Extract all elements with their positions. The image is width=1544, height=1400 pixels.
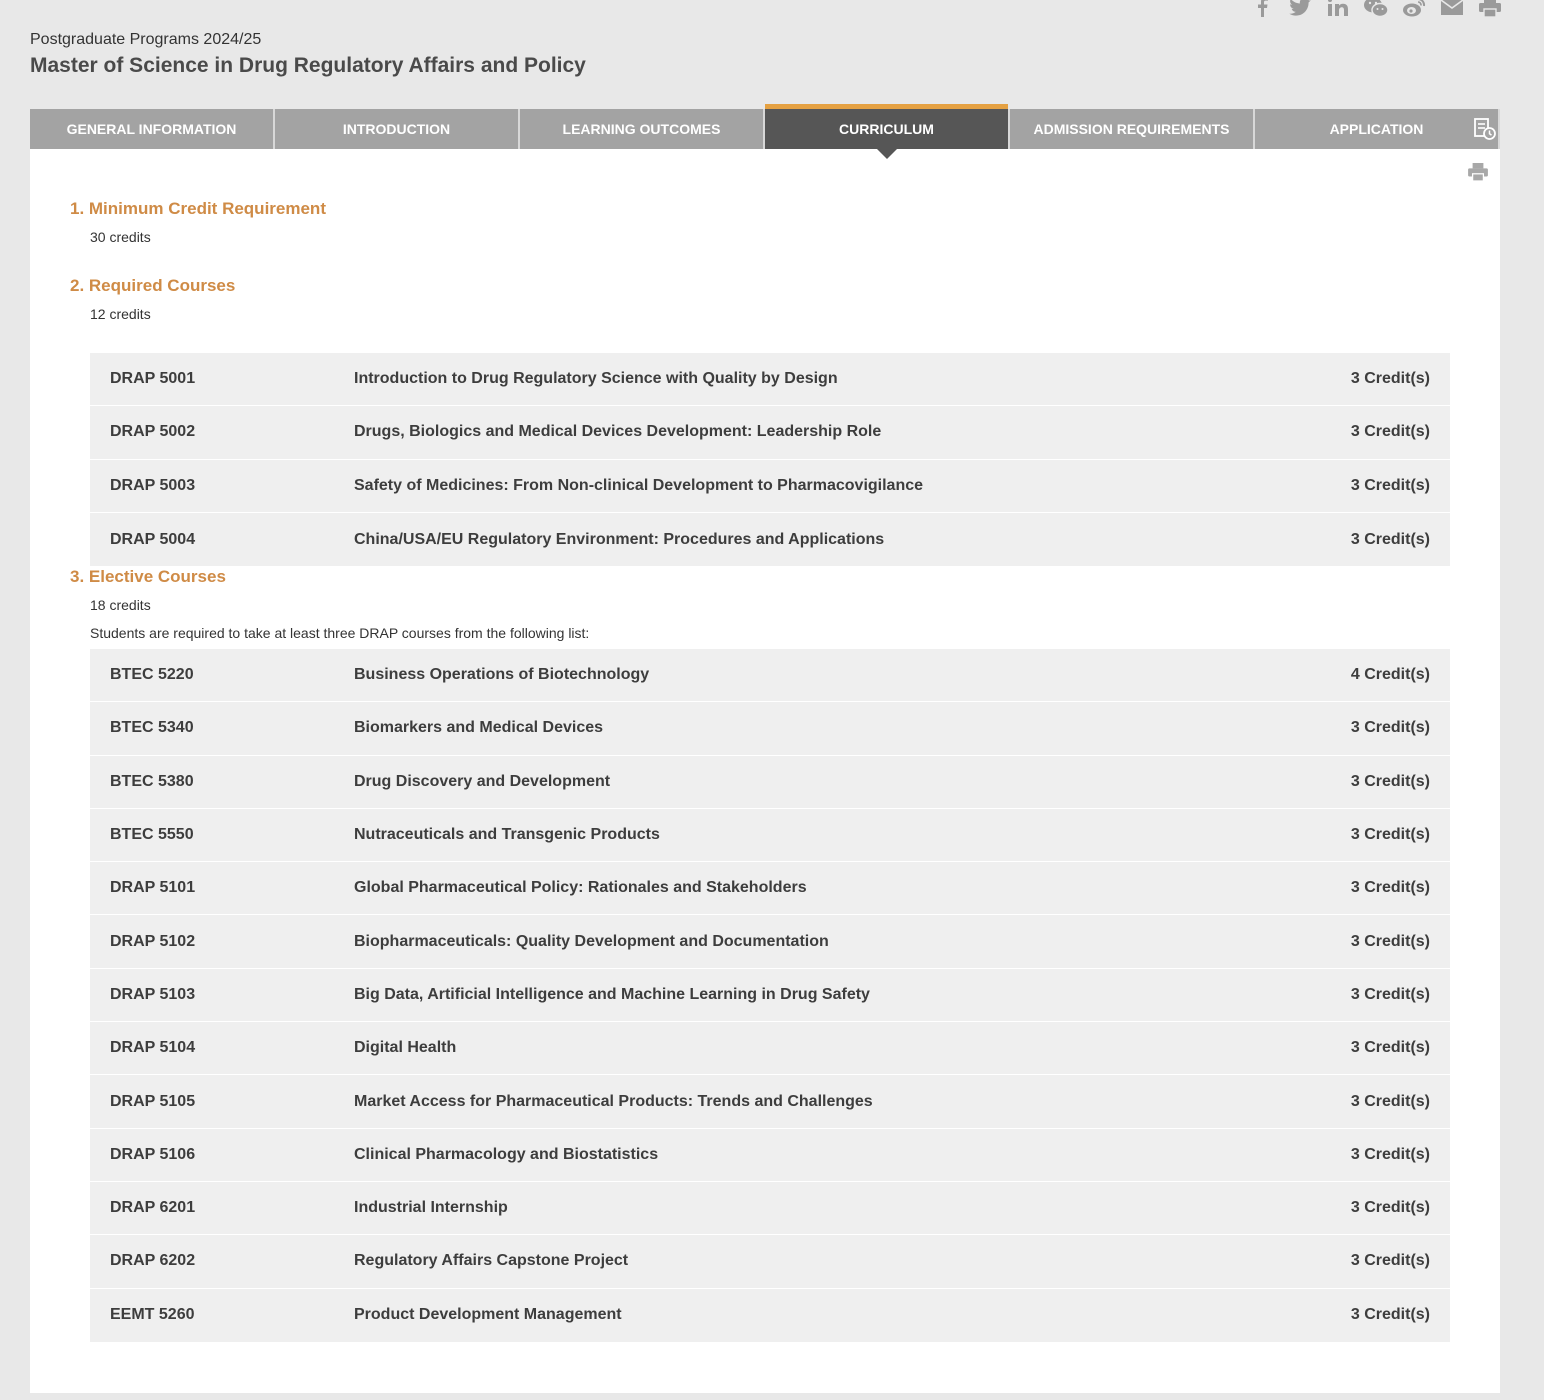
course-row	[90, 1235, 1450, 1288]
minimum-credit-value: 30 credits	[90, 229, 151, 245]
course-code: DRAP 5106	[110, 1145, 196, 1163]
course-name: Safety of Medicines: From Non-clinical Development to Pharmacovigilance	[354, 476, 924, 494]
section-title-minimum-credit: 1. Minimum Credit Requirement	[70, 199, 326, 218]
course-code: EEMT 5260	[110, 1306, 195, 1324]
course-name: Nutraceuticals and Transgenic Products	[354, 826, 660, 844]
course-name: Global Pharmaceutical Policy: Rationales and Stakeholders	[354, 879, 807, 897]
document-clock-icon[interactable]	[1474, 118, 1496, 140]
course-name: Clinical Pharmacology and Biostatistics	[354, 1145, 659, 1163]
course-code: DRAP 5004	[110, 530, 196, 548]
tab-introduction[interactable]: INTRODUCTION	[275, 109, 520, 149]
course-row	[90, 756, 1450, 809]
course-name: Drugs, Biologics and Medical Devices Development: Leadership Role	[354, 423, 882, 441]
tab-general-information[interactable]: GENERAL INFORMATION	[30, 109, 275, 149]
course-credits: 3 Credit(s)	[1350, 932, 1430, 950]
course-code: DRAP 5102	[110, 932, 196, 950]
section-title-elective-courses: 3. Elective Courses	[70, 567, 226, 586]
course-name: Business Operations of Biotechnology	[354, 666, 650, 684]
course-name: Introduction to Drug Regulatory Science with Quality by Design	[354, 370, 838, 388]
course-credits: 3 Credit(s)	[1350, 1092, 1430, 1110]
course-row	[90, 406, 1450, 459]
tab-learning-outcomes[interactable]: LEARNING OUTCOMES	[520, 109, 765, 149]
page-title: Master of Science in Drug Regulatory Affairs and Policy	[30, 54, 586, 77]
course-credits: 3 Credit(s)	[1350, 530, 1430, 548]
course-credits: 3 Credit(s)	[1350, 879, 1430, 897]
course-name: China/USA/EU Regulatory Environment: Procedures and Applications	[354, 530, 885, 548]
course-code: DRAP 5003	[110, 476, 196, 494]
course-code: DRAP 6201	[110, 1199, 196, 1217]
course-credits: 3 Credit(s)	[1350, 476, 1430, 494]
weibo-icon[interactable]	[1402, 0, 1426, 18]
course-row	[90, 1129, 1450, 1182]
share-bar	[1250, 0, 1502, 18]
course-row	[90, 915, 1450, 968]
wechat-icon[interactable]	[1364, 0, 1388, 18]
tab-admission-requirements[interactable]: ADMISSION REQUIREMENTS	[1010, 109, 1255, 149]
elective-note: Students are required to take at least three DRAP courses from the following list:	[90, 625, 590, 641]
course-code: DRAP 5104	[110, 1039, 196, 1057]
course-credits: 3 Credit(s)	[1350, 370, 1430, 388]
facebook-icon[interactable]	[1250, 0, 1274, 18]
course-row	[90, 353, 1450, 406]
required-courses-table	[90, 353, 1450, 566]
course-code: DRAP 5103	[110, 985, 196, 1003]
twitter-icon[interactable]	[1288, 0, 1312, 18]
print-icon[interactable]	[1478, 0, 1502, 18]
course-row	[90, 1182, 1450, 1235]
course-name: Industrial Internship	[354, 1199, 508, 1217]
elective-credit-value: 18 credits	[90, 597, 151, 613]
course-row	[90, 513, 1450, 566]
print-icon[interactable]	[1468, 163, 1490, 183]
course-code: DRAP 5105	[110, 1092, 196, 1110]
course-credits: 3 Credit(s)	[1350, 826, 1430, 844]
elective-courses-table	[90, 649, 1450, 1342]
tab-application[interactable]: APPLICATION	[1255, 109, 1500, 149]
course-credits: 3 Credit(s)	[1350, 1145, 1430, 1163]
course-row	[90, 460, 1450, 513]
required-credit-value: 12 credits	[90, 306, 151, 322]
program-tabs	[30, 109, 1500, 149]
course-credits: 3 Credit(s)	[1350, 772, 1430, 790]
tab-curriculum[interactable]: CURRICULUM	[765, 109, 1010, 149]
course-credits: 3 Credit(s)	[1350, 1199, 1430, 1217]
course-code: BTEC 5220	[110, 666, 194, 684]
section-title-required-courses: 2. Required Courses	[70, 276, 236, 295]
course-row	[90, 862, 1450, 915]
course-credits: 4 Credit(s)	[1350, 666, 1430, 684]
course-row	[90, 969, 1450, 1022]
course-credits: 3 Credit(s)	[1350, 719, 1430, 737]
course-row	[90, 1022, 1450, 1075]
course-name: Market Access for Pharmaceutical Products: Trends and Challenges	[354, 1092, 873, 1110]
course-name: Biopharmaceuticals: Quality Development and Documentation	[354, 932, 829, 950]
course-credits: 3 Credit(s)	[1350, 1039, 1430, 1057]
page-subtitle: Postgraduate Programs 2024/25	[30, 31, 262, 48]
course-name: Biomarkers and Medical Devices	[354, 719, 604, 737]
course-name: Big Data, Artificial Intelligence and Machine Learning in Drug Safety	[354, 985, 870, 1003]
course-credits: 3 Credit(s)	[1350, 1306, 1430, 1324]
course-row	[90, 1289, 1450, 1342]
curriculum-panel	[30, 149, 1500, 1393]
course-name: Digital Health	[354, 1039, 457, 1057]
course-credits: 3 Credit(s)	[1350, 1252, 1430, 1270]
email-icon[interactable]	[1440, 0, 1464, 18]
course-row	[90, 1075, 1450, 1128]
course-code: DRAP 5001	[110, 370, 196, 388]
course-credits: 3 Credit(s)	[1350, 423, 1430, 441]
course-code: DRAP 5101	[110, 879, 196, 897]
course-code: DRAP 5002	[110, 423, 196, 441]
course-name: Product Development Management	[354, 1306, 622, 1324]
course-code: BTEC 5340	[110, 719, 194, 737]
course-row	[90, 702, 1450, 755]
linkedin-icon[interactable]	[1326, 0, 1350, 18]
course-row	[90, 809, 1450, 862]
course-credits: 3 Credit(s)	[1350, 985, 1430, 1003]
course-code: BTEC 5380	[110, 772, 194, 790]
course-row	[90, 649, 1450, 702]
course-name: Regulatory Affairs Capstone Project	[354, 1252, 629, 1270]
course-name: Drug Discovery and Development	[354, 772, 611, 790]
course-code: BTEC 5550	[110, 826, 194, 844]
course-code: DRAP 6202	[110, 1252, 196, 1270]
